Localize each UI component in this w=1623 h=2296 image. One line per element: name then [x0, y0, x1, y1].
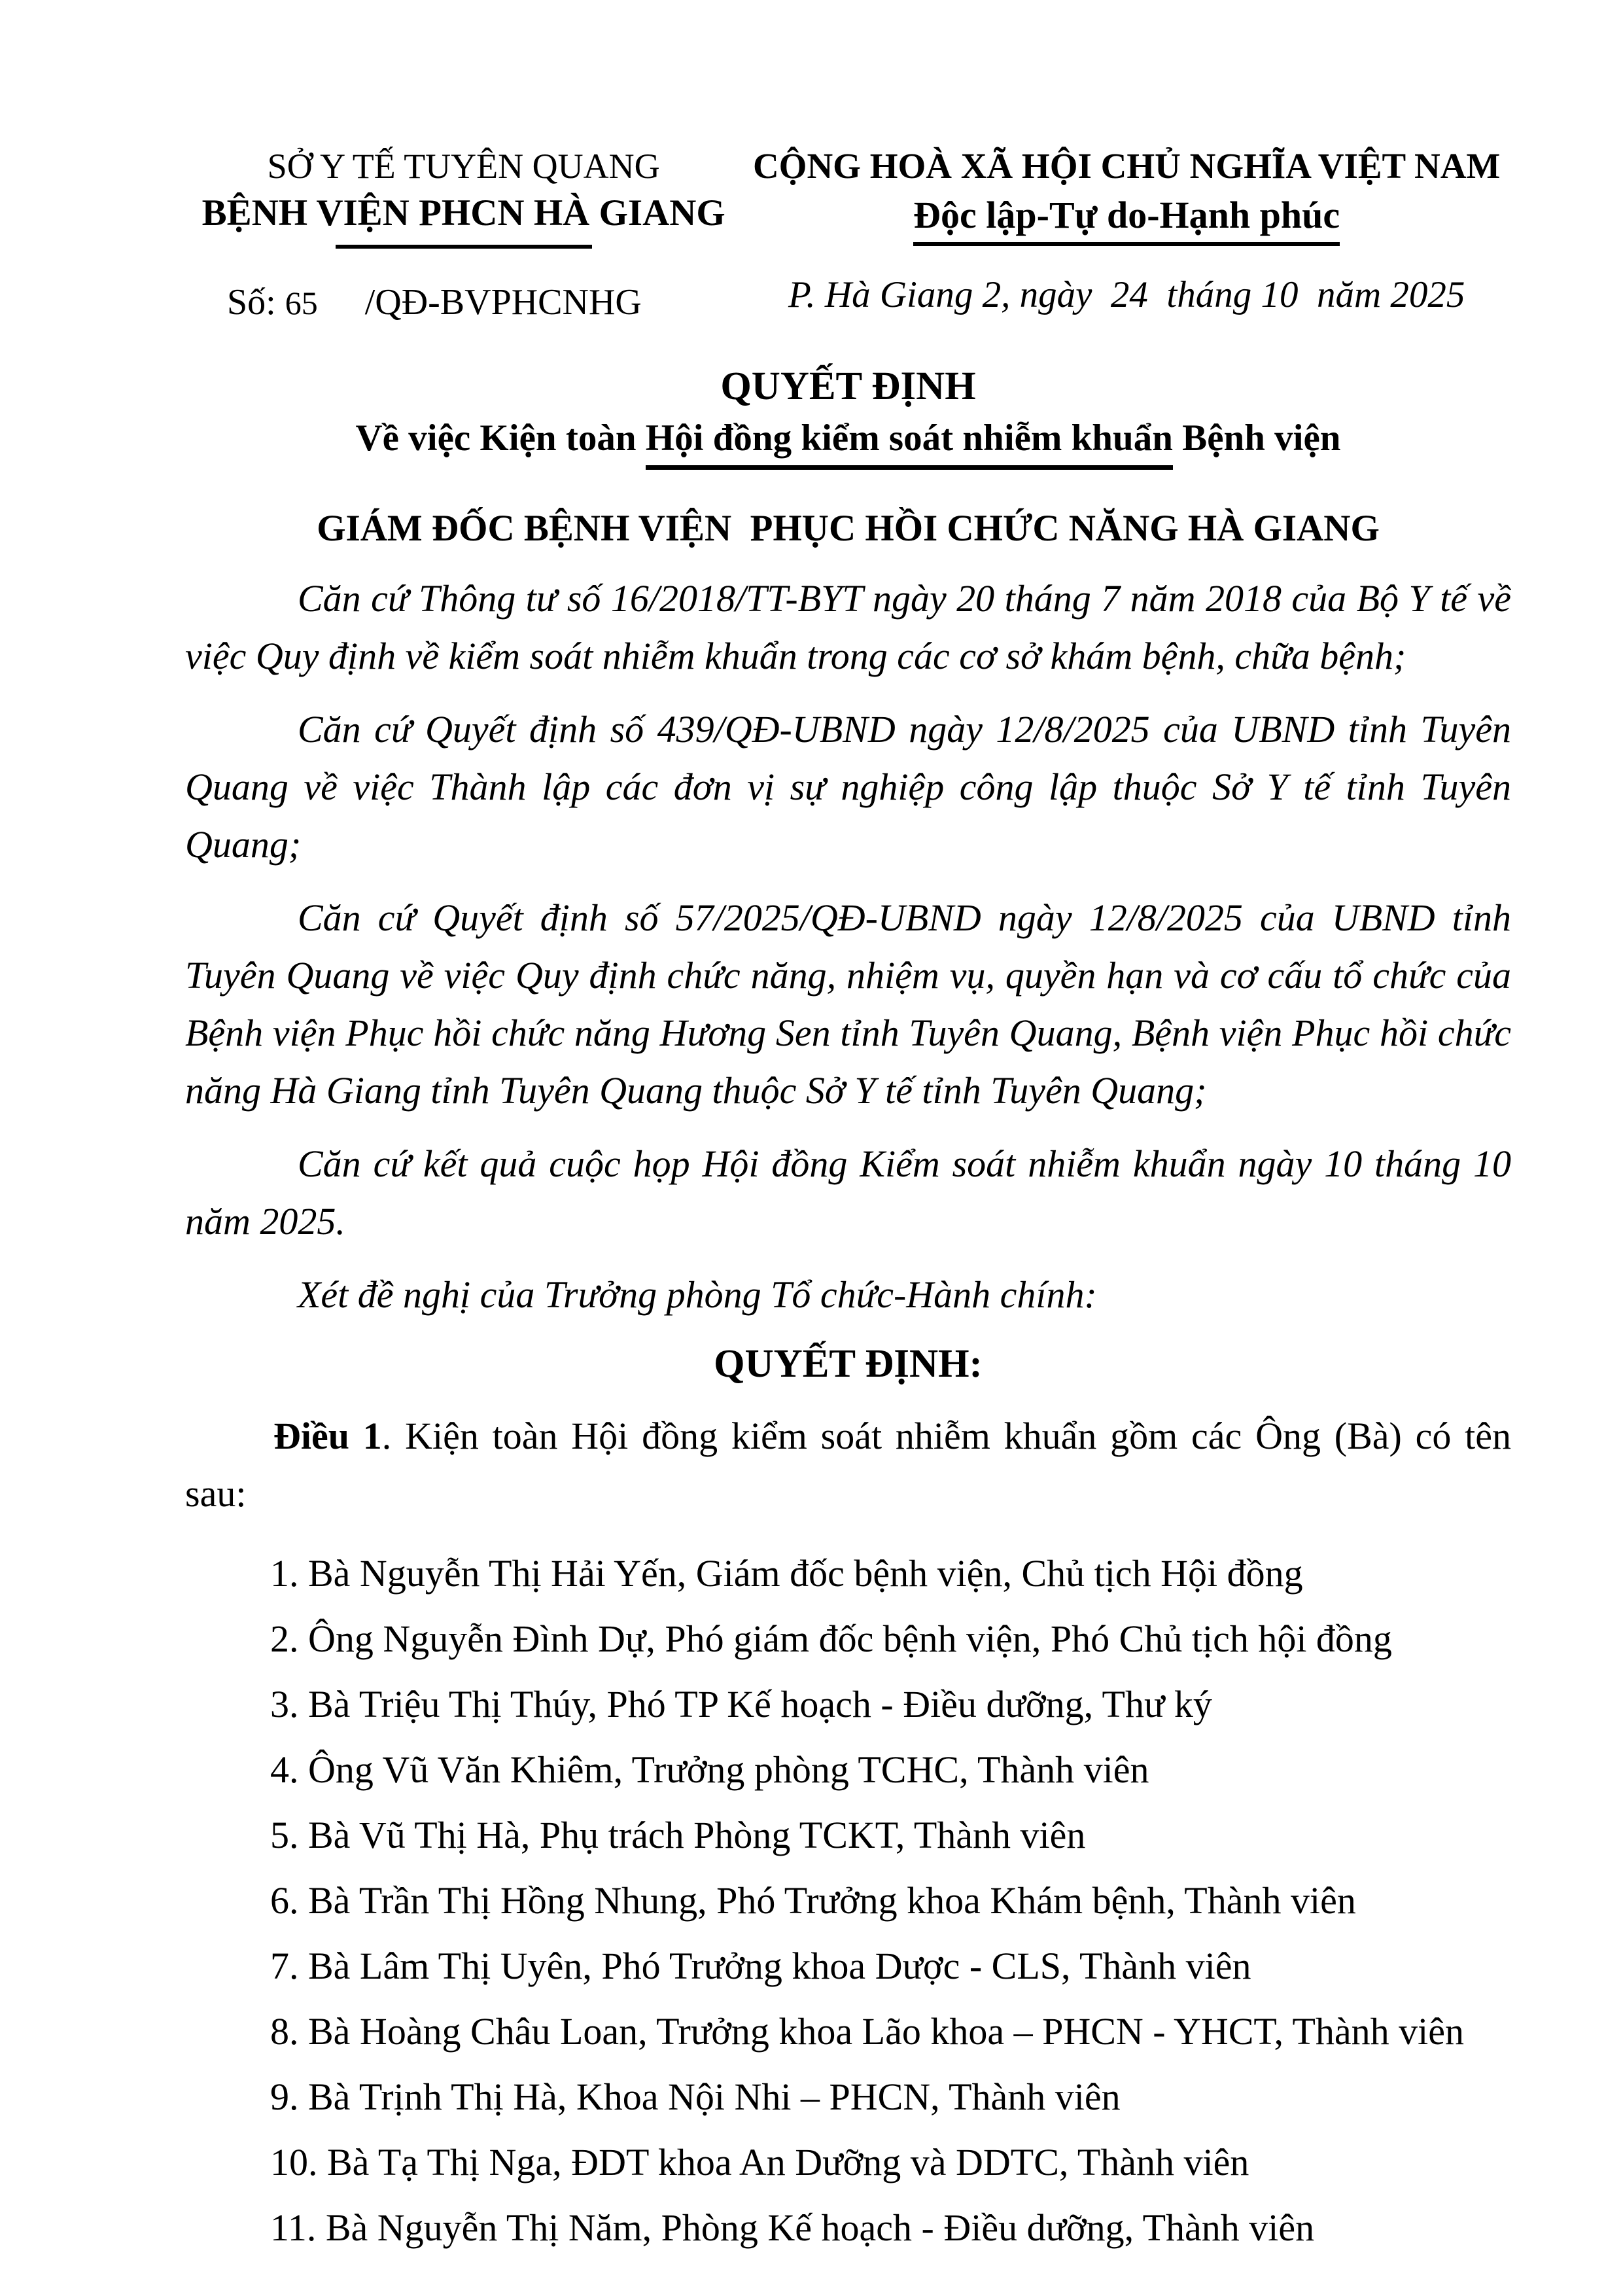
list-item: 8. Bà Hoàng Châu Loan, Trưởng khoa Lão khoa – PHCN - YHCT, Thành viên — [270, 2010, 1465, 2053]
recital-paragraph: Căn cứ Quyết định số 57/2025/QĐ-UBND ngày 12/8/2025 của UBND tỉnh Tuyên Quang về việc Quy định chức năng, nhiệm vụ, quyền hạn và cơ cấu tổ chức của Bệnh viện Phục hồi chức năng Hương Sen tỉnh Tuyên Quang, Bệnh viện Phục hồi chức năng Hà Giang tỉnh Tuyên Quang thuộc Sở Y tế tỉnh Tuyên Quang; — [185, 896, 1511, 1112]
article-1-paragraph — [185, 1407, 1511, 1523]
list-item: 4. Ông Vũ Văn Khiêm, Trưởng phòng TCHC, Thành viên — [270, 1748, 1149, 1791]
document-number-suffix: /QĐ-BVPHCNHG — [364, 282, 642, 323]
list-item: 11. Bà Nguyễn Thị Năm, Phòng Kế hoạch - Điều dưỡng, Thành viên — [270, 2206, 1315, 2249]
list-item: 2. Ông Nguyễn Đình Dự, Phó giám đốc bệnh viện, Phó Chủ tịch hội đồng — [270, 1617, 1392, 1660]
list-item: 5. Bà Vũ Thị Hà, Phụ trách Phòng TCKT, Thành viên — [270, 1814, 1086, 1856]
org-name-rule — [336, 245, 592, 249]
motto-wrap — [742, 194, 1511, 246]
decision-subtitle-suffix: Bệnh viện — [1172, 417, 1341, 459]
list-item: 7. Bà Lâm Thị Uyên, Phó Trưởng khoa Dược - CLS, Thành viên — [270, 1945, 1251, 1987]
decision-command-heading: QUYẾT ĐỊNH: — [714, 1342, 983, 1386]
article-1-text: . Kiện toàn Hội đồng kiểm soát nhiễm khuẩn gồm các Ông (Bà) có tên — [381, 1415, 1511, 1457]
document-header — [185, 145, 1511, 327]
national-header-block — [742, 145, 1511, 318]
issuing-org-block — [185, 145, 742, 327]
decision-subtitle — [185, 415, 1511, 461]
document-number — [185, 279, 742, 327]
place-date-line: P. Hà Giang 2, ngày 24 tháng 10 năm 2025 — [788, 274, 1465, 315]
national-motto: Độc lập-Tự do-Hạnh phúc — [913, 194, 1340, 246]
list-item: 3. Bà Triệu Thị Thúy, Phó TP Kế hoạch - Điều dưỡng, Thư ký — [270, 1683, 1212, 1725]
article-1-line1 — [185, 1407, 1511, 1465]
list-item: 6. Bà Trần Thị Hồng Nhung, Phó Trưởng khoa Khám bệnh, Thành viên — [270, 1879, 1356, 1922]
article-1-line2: sau: — [185, 1472, 247, 1515]
member-list — [185, 1545, 1511, 2257]
document-number-value: 65 — [285, 285, 318, 321]
decision-subtitle-prefix: Về việc Kiện toàn — [355, 417, 646, 459]
department-name: SỞ Y TẾ TUYÊN QUANG — [267, 147, 660, 186]
org-name: BỆNH VIỆN PHCN HÀ GIANG — [201, 192, 725, 234]
list-item: 9. Bà Trịnh Thị Hà, Khoa Nội Nhi – PHCN, Thành viên — [270, 2075, 1121, 2118]
decision-title: QUYẾT ĐỊNH — [720, 364, 976, 408]
recital-paragraph: Căn cứ kết quả cuộc họp Hội đồng Kiểm soát nhiễm khuẩn ngày 10 tháng 10 năm 2025. — [185, 1142, 1511, 1243]
list-item: 1. Bà Nguyễn Thị Hải Yến, Giám đốc bệnh viện, Chủ tịch Hội đồng — [270, 1552, 1303, 1595]
recital-paragraph: Căn cứ Quyết định số 439/QĐ-UBND ngày 12/8/2025 của UBND tỉnh Tuyên Quang về việc Thành lập các đơn vị sự nghiệp công lập thuộc Sở Y tế tỉnh Tuyên Quang; — [185, 708, 1511, 866]
article-1-label: Điều 1 — [273, 1415, 382, 1457]
document-number-label: Số: — [227, 282, 276, 323]
subtitle-underlined-phrase: Hội đồng kiểm soát nhiễm khuẩn — [646, 417, 1173, 470]
national-title: CỘNG HOÀ XÃ HỘI CHỦ NGHĨA VIỆT NAM — [752, 146, 1501, 186]
list-item: 10. Bà Tạ Thị Nga, ĐDT khoa An Dưỡng và DDTC, Thành viên — [270, 2141, 1249, 2183]
recital-paragraph: Căn cứ Thông tư số 16/2018/TT-BYT ngày 20 tháng 7 năm 2018 của Bộ Y tế về việc Quy định về kiểm soát nhiễm khuẩn trong các cơ sở khám bệnh, chữa bệnh; — [185, 577, 1511, 677]
issuer-title: GIÁM ĐỐC BỆNH VIỆN PHỤC HỒI CHỨC NĂNG HÀ GIANG — [317, 508, 1380, 549]
recital-paragraph: Xét đề nghị của Trưởng phòng Tổ chức-Hành chính: — [298, 1273, 1097, 1316]
